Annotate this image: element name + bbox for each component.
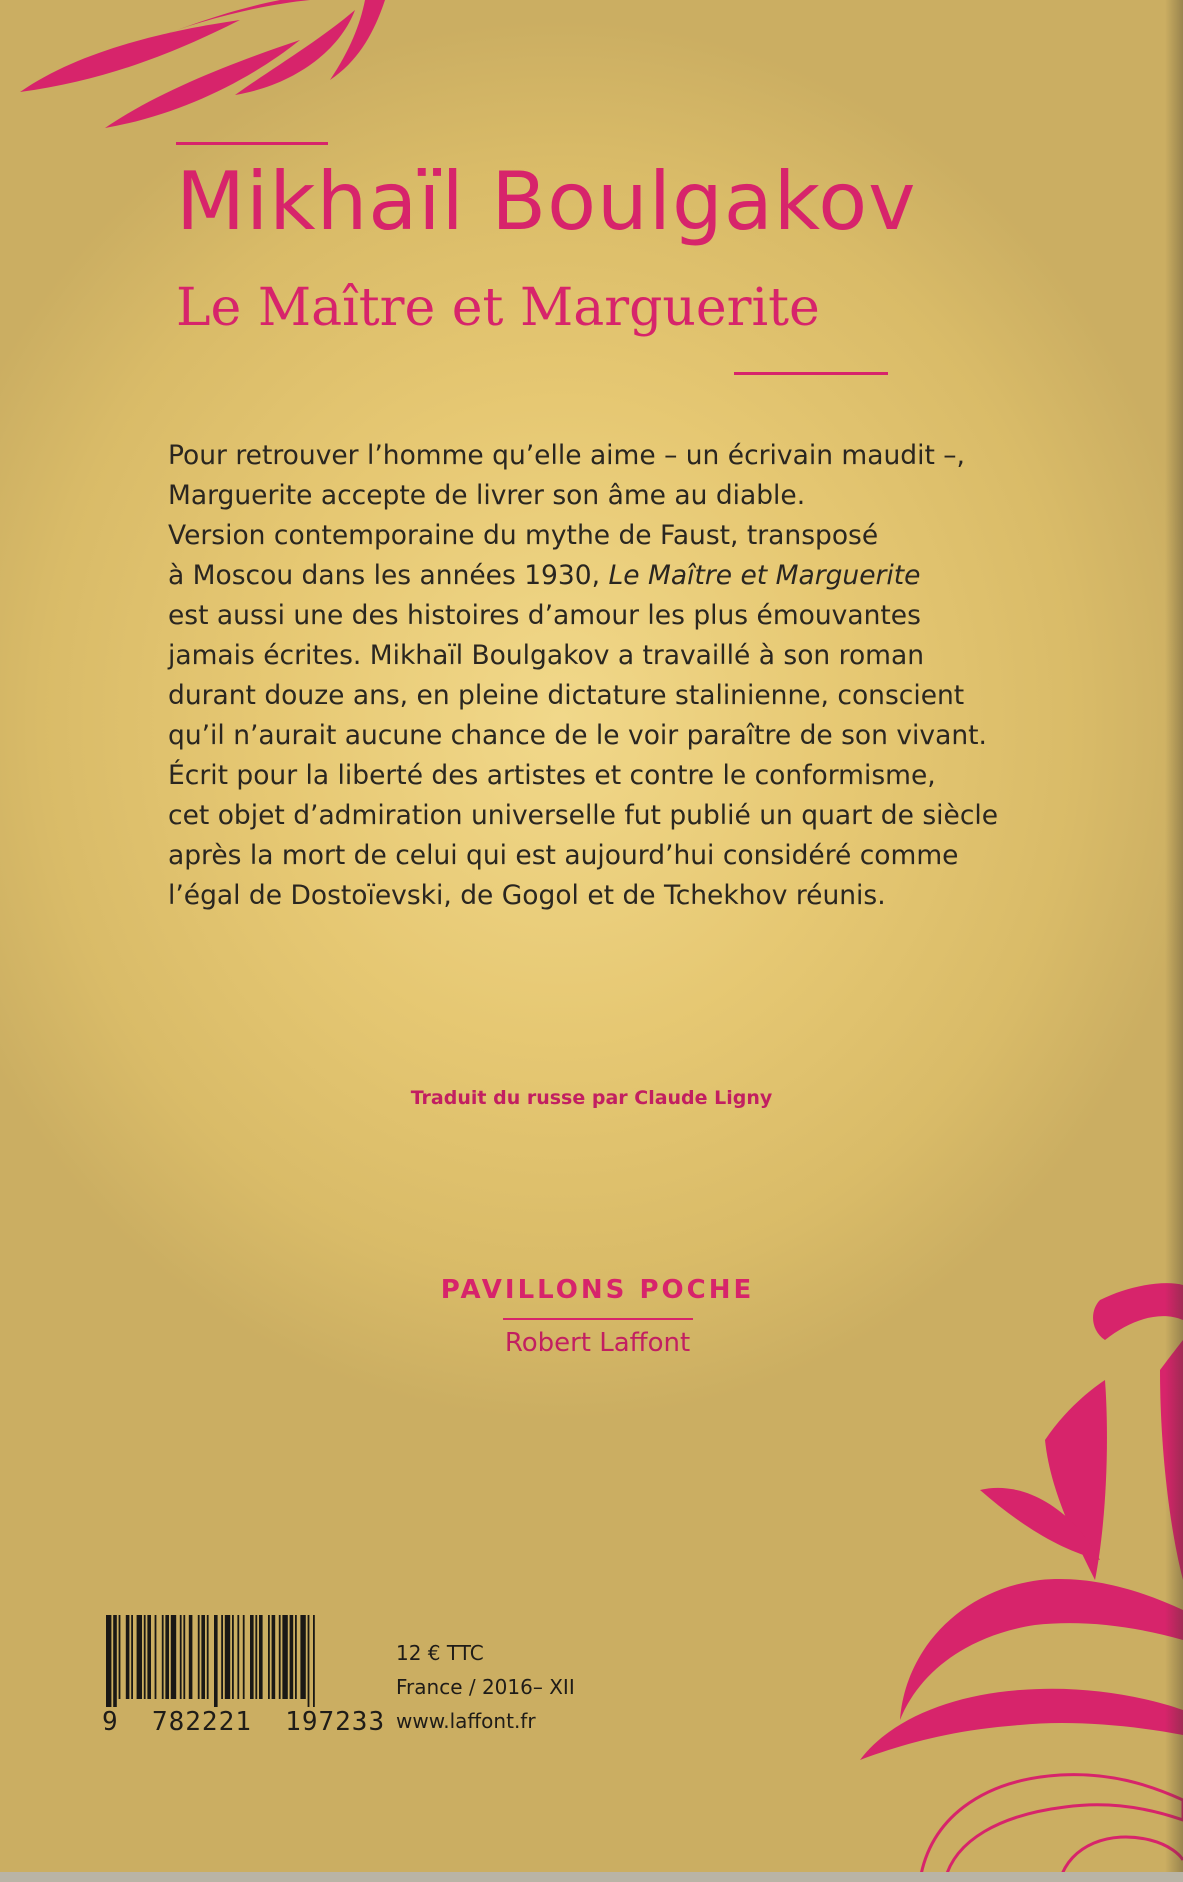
- barcode-bar: [147, 1615, 151, 1699]
- barcode-bar: [237, 1615, 239, 1699]
- barcode-bar: [255, 1615, 257, 1699]
- barcode-bar: [279, 1615, 281, 1699]
- barcode-bar: [282, 1615, 287, 1699]
- barcode-bar: [113, 1615, 117, 1707]
- barcode-bar: [295, 1615, 297, 1699]
- barcode-bar: [300, 1615, 305, 1699]
- blurb-line: Écrit pour la liberté des artistes et contre le conformisme,: [168, 760, 936, 791]
- barcode-bar: [232, 1615, 234, 1699]
- barcode-bar: [259, 1615, 263, 1699]
- barcode-bar: [119, 1615, 121, 1699]
- isbn-barcode: [102, 1615, 358, 1712]
- collection-name: PAVILLONS POCHE: [440, 1275, 755, 1305]
- barcode-bar: [290, 1615, 294, 1699]
- page-edge-shadow: [1165, 0, 1183, 1882]
- blurb-line: Marguerite accepte de livrer son âme au diable.: [168, 480, 806, 511]
- blurb-paragraph: [168, 436, 1098, 916]
- barcode-bar: [198, 1615, 200, 1699]
- publisher-rule: [503, 1318, 693, 1320]
- barcode-bar: [137, 1615, 142, 1699]
- barcode-bar: [126, 1615, 130, 1699]
- barcode-bar: [180, 1615, 182, 1699]
- top-rule: [176, 142, 328, 145]
- blurb-line: Version contemporaine du mythe de Faust, transposé: [168, 520, 879, 551]
- barcode-bar: [225, 1615, 230, 1699]
- top-left-floral-ornament: [0, 0, 420, 140]
- book-title: Le Maître et Marguerite: [176, 278, 820, 338]
- barcode-bar: [268, 1615, 270, 1699]
- barcode-bar: [243, 1615, 245, 1699]
- website-label: www.laffont.fr: [396, 1709, 536, 1733]
- page-bottom-edge: [0, 1872, 1183, 1882]
- barcode-bar: [106, 1615, 111, 1707]
- barcode-bar: [201, 1615, 205, 1699]
- barcode-bar: [189, 1615, 193, 1699]
- title-rule: [734, 372, 888, 375]
- isbn-digits: 9 782221 197233: [102, 1707, 386, 1737]
- barcode-bar: [221, 1615, 223, 1699]
- blurb-line: cet objet d’admiration universelle fut publié un quart de siècle: [168, 800, 999, 831]
- barcode-bar: [308, 1615, 310, 1707]
- barcode-bar: [313, 1615, 315, 1707]
- blurb-line: qu’il n’aurait aucune chance de le voir paraître de son vivant.: [168, 720, 987, 751]
- barcode-bar: [162, 1615, 164, 1699]
- blurb-line: Pour retrouver l’homme qu’elle aime – un écrivain maudit –,: [168, 440, 965, 471]
- edition-label: France / 2016– XII: [396, 1675, 575, 1699]
- price-info-block: [396, 1636, 575, 1738]
- blurb-line: est aussi une des histoires d’amour les plus émouvantes: [168, 600, 921, 631]
- barcode-bar: [183, 1615, 185, 1699]
- blurb-text: à Moscou dans les années 1930,: [168, 560, 609, 591]
- bottom-right-floral-ornament: [860, 1280, 1183, 1880]
- blurb-line: [168, 556, 1098, 596]
- blurb-line: durant douze ans, en pleine dictature stalinienne, conscient: [168, 680, 965, 711]
- barcode-bar: [144, 1615, 146, 1699]
- barcode-bar: [250, 1615, 254, 1699]
- price-label: 12 € TTC: [396, 1641, 484, 1665]
- blurb-title-italic: Le Maître et Marguerite: [608, 560, 921, 591]
- barcode-bar: [155, 1615, 157, 1699]
- barcode-bar: [131, 1615, 133, 1699]
- barcode-bar: [207, 1615, 209, 1699]
- publisher-name: Robert Laffont: [504, 1328, 691, 1358]
- barcode-bar: [272, 1615, 276, 1699]
- barcode-bar: [214, 1615, 218, 1707]
- blurb-line: l’égal de Dostoïevski, de Gogol et de Tchekhov réunis.: [168, 880, 886, 911]
- blurb-line: jamais écrites. Mikhaïl Boulgakov a travaillé à son roman: [168, 640, 925, 671]
- barcode-bar: [171, 1615, 176, 1699]
- translator-credit: Traduit du russe par Claude Ligny: [410, 1087, 773, 1109]
- author-name: Mikhaïl Boulgakov: [176, 155, 917, 248]
- blurb-line: après la mort de celui qui est aujourd’hui considéré comme: [168, 840, 959, 871]
- barcode-bar: [165, 1615, 169, 1699]
